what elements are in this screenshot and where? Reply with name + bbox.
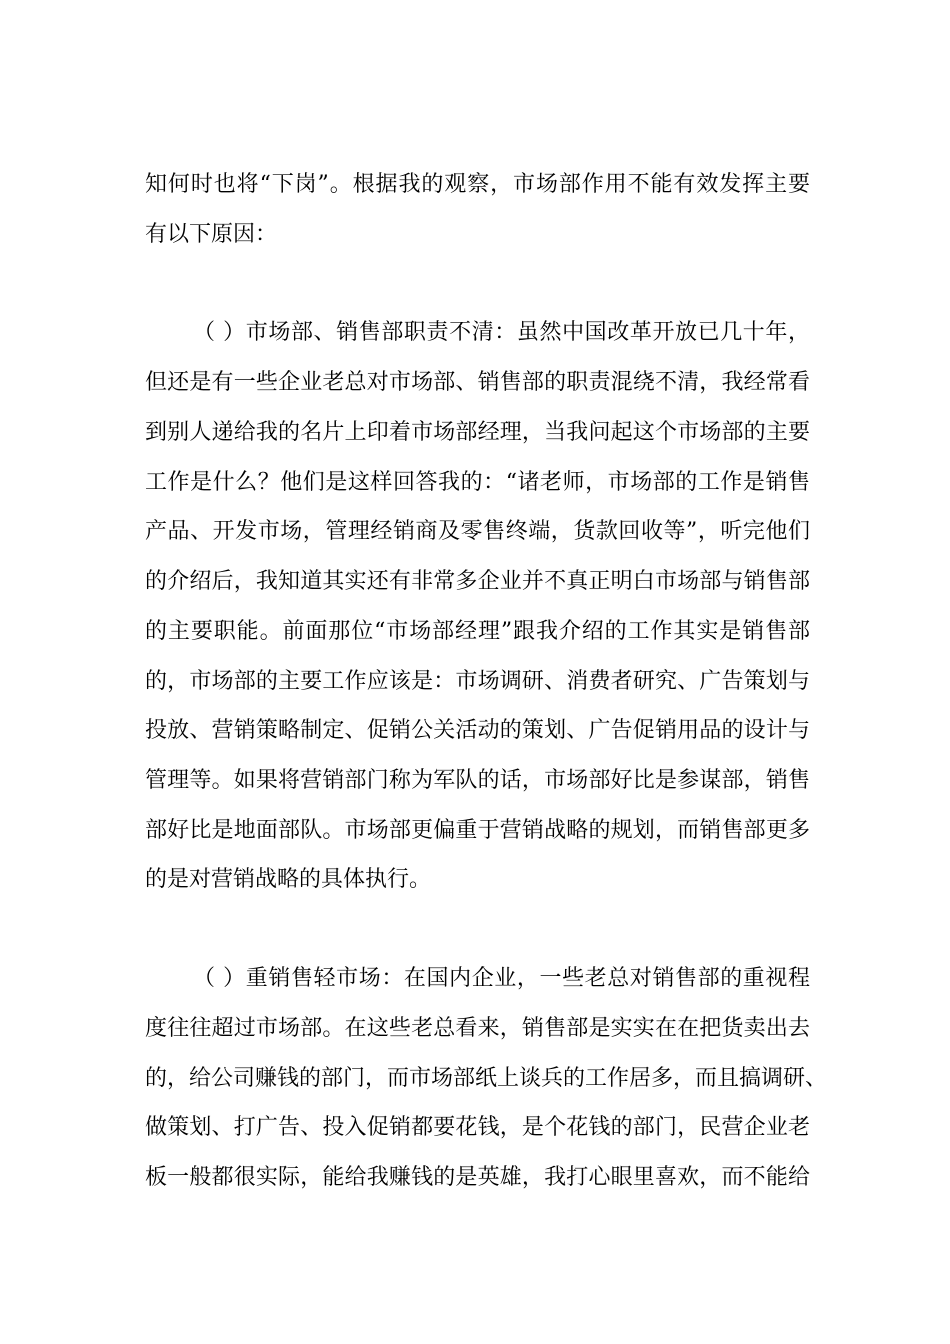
paragraph-first-line: （ ）重销售轻市场：在国内企业，一些老总对销售部的重视程 [193,966,810,991]
text-line: 管理等。如果将营销部门称为军队的话，市场部好比是参谋部，销售 [145,768,810,793]
text-line: 的，给公司赚钱的部门，而市场部纸上谈兵的工作居多，而且搞调研、 [145,1066,828,1091]
text-line: 到别人递给我的名片上印着市场部经理，当我问起这个市场部的主要 [145,420,810,445]
text-line: 知何时也将“下岗”。根据我的观察，市场部作用不能有效发挥主要 [145,172,810,197]
text-line: 的，市场部的主要工作应该是：市场调研、消费者研究、广告策划与 [145,669,810,694]
text-line: 投放、营销策略制定、促销公关活动的策划、广告促销用品的设计与 [145,718,810,743]
text-line: 度往往超过市场部。在这些老总看来，销售部是实实在在把货卖出去 [145,1016,810,1041]
paragraph-first-line: （ ）市场部、销售部职责不清：虽然中国改革开放已几十年， [193,320,810,345]
text-line: 但还是有一些企业老总对市场部、销售部的职责混绕不清，我经常看 [145,370,810,395]
text-line: 工作是什么？他们是这样回答我的：“诸老师，市场部的工作是销售 [145,470,810,495]
text-line: 板一般都很实际，能给我赚钱的是英雄，我打心眼里喜欢，而不能给 [145,1165,810,1190]
text-line: 产品、开发市场，管理经销商及零售终端，货款回收等”，听完他们 [145,519,810,544]
text-line: 做策划、打广告、投入促销都要花钱，是个花钱的部门，民营企业老 [145,1115,810,1140]
text-line: 部好比是地面部队。市场部更偏重于营销战略的规划，而销售部更多 [145,818,810,843]
text-line: 有以下原因： [145,222,278,247]
text-line: 的是对营销战略的具体执行。 [145,867,432,892]
text-line: 的介绍后，我知道其实还有非常多企业并不真正明白市场部与销售部 [145,569,810,594]
text-line: 的主要职能。前面那位“市场部经理”跟我介绍的工作其实是销售部 [145,619,810,644]
